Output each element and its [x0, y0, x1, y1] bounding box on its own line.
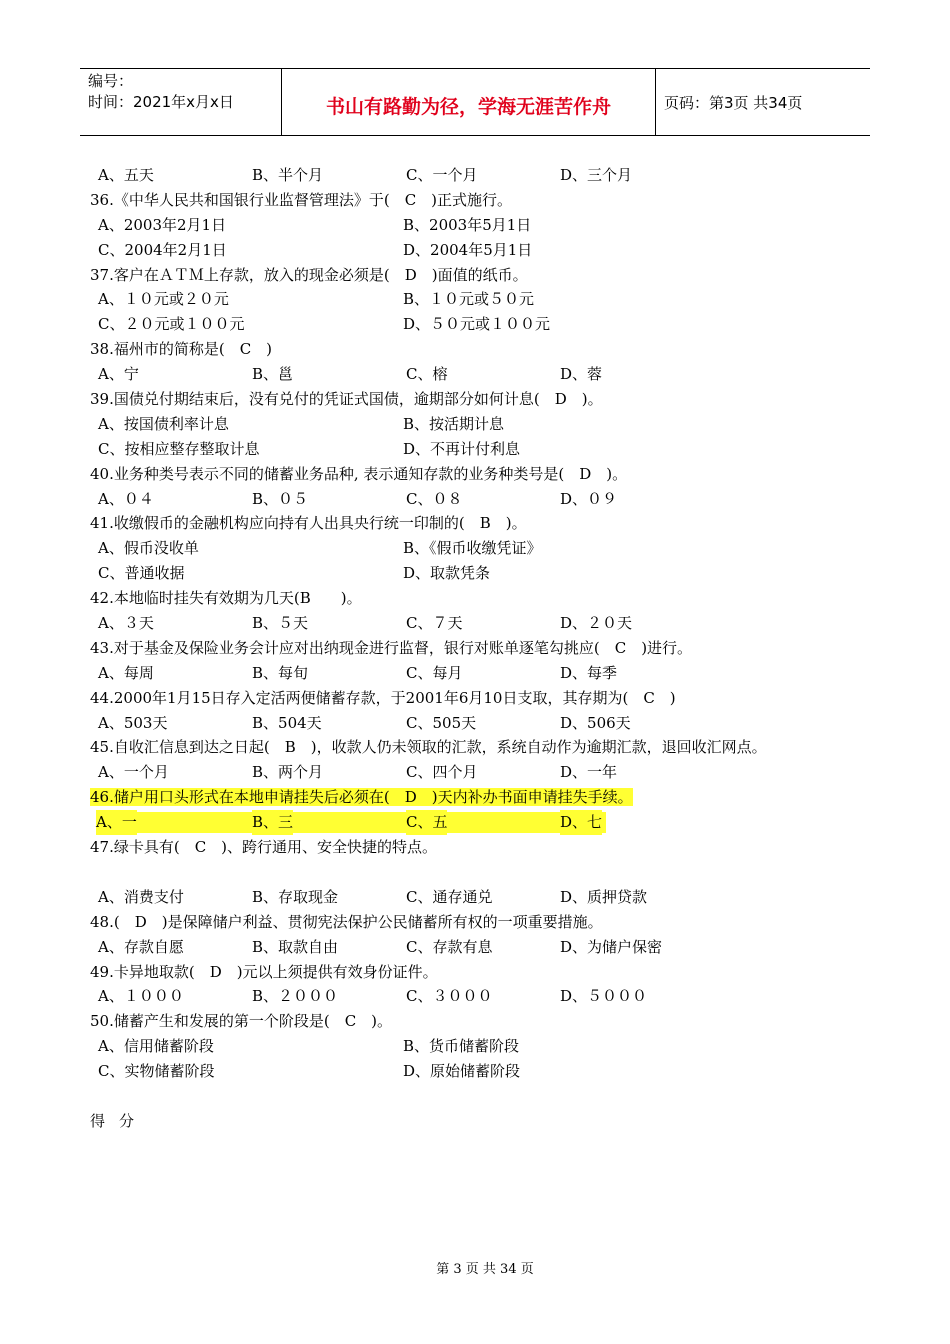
- answer-option: D、蓉: [560, 365, 603, 384]
- score-label: 得分: [90, 1111, 149, 1130]
- answer-option: C、实物储蓄阶段: [98, 1062, 215, 1081]
- answer-option: D、为储户保密: [560, 937, 663, 956]
- answer-option: D、不再计付利息: [403, 439, 521, 458]
- answer-option: C、四个月: [406, 763, 478, 782]
- answer-option: B、三: [252, 810, 293, 835]
- answer-option: B、《假币收缴凭证》: [403, 539, 542, 558]
- question-text: 38.福州市的简称是( C ): [90, 340, 273, 359]
- answer-option: C、７天: [406, 614, 463, 633]
- question-text: 43.对于基金及保险业务会计应对出纳现金进行监督，银行对账单逐笔勾挑应( C )进行。: [90, 638, 693, 657]
- blank-line: [90, 860, 870, 885]
- options-line: [90, 213, 870, 238]
- options-line: [90, 312, 870, 337]
- answer-option: D、每季: [560, 663, 618, 682]
- question-line: [90, 686, 870, 711]
- answer-option: C、通存通兑: [406, 887, 493, 906]
- answer-option: C、３０００: [406, 987, 493, 1006]
- question-line: [90, 263, 870, 288]
- question-text: 40.业务种类号表示不同的储蓄业务品种, 表示通知存款的业务种类号是( D )。: [90, 464, 628, 483]
- answer-option: B、货币储蓄阶段: [403, 1037, 520, 1056]
- answer-option: A、2003年2月1日: [98, 215, 227, 234]
- answer-option: A、每周: [98, 663, 154, 682]
- answer-option: D、原始储蓄阶段: [403, 1062, 521, 1081]
- answer-option: B、半个月: [252, 166, 324, 184]
- answer-option: C、每月: [406, 663, 463, 682]
- answer-option: B、５天: [252, 614, 309, 633]
- options-line: [90, 412, 870, 437]
- answer-option: D、一年: [560, 763, 618, 782]
- answer-option: D、０９: [560, 489, 618, 508]
- question-line: [90, 188, 870, 213]
- answer-option: C、０８: [406, 489, 463, 508]
- answer-option: B、每旬: [252, 663, 309, 682]
- question-line: [90, 910, 870, 935]
- answer-option: A、３天: [98, 614, 154, 633]
- options-line: [90, 487, 870, 512]
- question-text: 41.收缴假币的金融机构应向持有人出具央行统一印制的( B )。: [90, 514, 527, 533]
- question-line: [90, 1009, 870, 1034]
- options-line: [90, 561, 870, 586]
- options-line: [90, 711, 870, 736]
- answer-option: D、５０元或１００元: [403, 315, 551, 334]
- header-meta: [80, 69, 282, 135]
- question-line: [90, 785, 870, 810]
- answer-option: A、按国债利率计息: [98, 414, 229, 433]
- answer-option: A、信用储蓄阶段: [98, 1037, 214, 1056]
- question-line: [90, 462, 870, 487]
- answer-option: B、２０００: [252, 987, 339, 1006]
- answer-option: B、2003年5月1日: [403, 215, 532, 234]
- answer-option: B、按活期计息: [403, 414, 505, 433]
- question-line: [90, 387, 870, 412]
- answer-option: A、假币没收单: [98, 539, 199, 558]
- answer-option: B、０５: [252, 489, 309, 508]
- options-line: [90, 935, 870, 960]
- answer-option: C、一个月: [406, 166, 478, 184]
- answer-option: C、505天: [406, 713, 477, 732]
- answer-option: D、506天: [560, 713, 631, 732]
- question-line: [90, 735, 870, 760]
- answer-option: C、普通收据: [98, 564, 185, 583]
- answer-option: C、五: [406, 810, 447, 835]
- answer-option: A、存款自愿: [98, 937, 184, 956]
- options-line: [90, 760, 870, 785]
- question-text: 45.自收汇信息到达之日起( B )，收款人仍未领取的汇款，系统自动作为逾期汇款，退回收汇网点。: [90, 738, 767, 757]
- answer-option: C、榕: [406, 365, 448, 384]
- question-text: 37.客户在ＡＴＭ上存款，放入的现金必须是( D )面值的纸币。: [90, 265, 528, 284]
- answer-option: B、存取现金: [252, 887, 339, 906]
- question-line: [90, 960, 870, 985]
- answer-option: B、邕: [252, 365, 294, 384]
- answer-option: A、消费支付: [98, 887, 184, 906]
- answer-option: D、２０天: [560, 614, 633, 633]
- options-line: [90, 163, 870, 188]
- answer-option: A、五天: [98, 166, 154, 184]
- answer-option: A、一: [96, 810, 137, 835]
- options-line: [90, 1059, 870, 1084]
- header-page-info: 页码：第3页 共34页: [664, 93, 803, 112]
- answer-option: A、一个月: [98, 763, 169, 782]
- answer-option: D、2004年5月1日: [403, 240, 533, 259]
- answer-option: A、０４: [98, 489, 154, 508]
- options-line: [90, 1034, 870, 1059]
- question-text: 36.《中华人民共和国银行业监督管理法》于( C )正式施行。: [90, 190, 513, 209]
- options-line: [90, 287, 870, 312]
- question-line: [90, 835, 870, 860]
- document-number-label: 编号：: [88, 72, 134, 90]
- question-text: 39.国债兑付期结束后，没有兑付的凭证式国债，逾期部分如何计息( D )。: [90, 390, 603, 409]
- answer-option: C、２０元或１００元: [98, 315, 245, 334]
- answer-option: B、１０元或５０元: [403, 290, 535, 309]
- answer-option: B、两个月: [252, 763, 324, 782]
- answer-option: C、存款有息: [406, 937, 493, 956]
- question-text: 42.本地临时挂失有效期为几天(B )。: [90, 589, 362, 608]
- page-footer: 第 3 页 共 34 页: [436, 1262, 534, 1277]
- document-time-label: 时间：2021年x月x日: [88, 93, 234, 111]
- options-line: [90, 810, 870, 835]
- question-text: 44.2000年1月15日存入定活两便储蓄存款，于2001年6月10日支取，其存期为( C ): [90, 688, 676, 707]
- question-text: 47.绿卡具有( C )、跨行通用、安全快捷的特点。: [90, 838, 438, 857]
- question-line: [90, 337, 870, 362]
- question-text: 49.卡异地取款( D )元以上须提供有效身份证件。: [90, 962, 438, 981]
- options-line: [90, 437, 870, 462]
- page-header: [80, 68, 870, 136]
- header-motto: 书山有路勤为径，学海无涯苦作舟: [282, 69, 656, 135]
- answer-option: A、１０００: [98, 987, 184, 1006]
- options-line: [90, 984, 870, 1009]
- options-line: [90, 536, 870, 561]
- question-text: 46.储户用口头形式在本地申请挂失后必须在( D )天内补办书面申请挂失手续。: [90, 788, 633, 807]
- question-list: [90, 163, 870, 1134]
- answer-option: A、１０元或２０元: [98, 290, 229, 309]
- question-line: [90, 511, 870, 536]
- answer-option: D、５０００: [560, 987, 648, 1006]
- options-line: [90, 885, 870, 910]
- answer-option: B、504天: [252, 713, 322, 732]
- answer-option: C、2004年2月1日: [98, 240, 227, 259]
- answer-option: D、七: [560, 810, 602, 835]
- answer-option: D、三个月: [560, 166, 633, 184]
- question-line: [90, 636, 870, 661]
- question-line: [90, 586, 870, 611]
- answer-option: B、取款自由: [252, 937, 339, 956]
- question-text: 50.储蓄产生和发展的第一个阶段是( C )。: [90, 1012, 393, 1031]
- options-line: [90, 238, 870, 263]
- options-line: [90, 362, 870, 387]
- answer-option: D、质押贷款: [560, 887, 648, 906]
- answer-option: A、宁: [98, 365, 139, 384]
- answer-option: C、按相应整存整取计息: [98, 439, 260, 458]
- answer-option: D、取款凭条: [403, 564, 491, 583]
- answer-option: A、503天: [98, 713, 168, 732]
- question-text: 48.( D )是保障储户利益、贯彻宪法保护公民储蓄所有权的一项重要措施。: [90, 912, 603, 931]
- options-line: [90, 661, 870, 686]
- options-line: [90, 611, 870, 636]
